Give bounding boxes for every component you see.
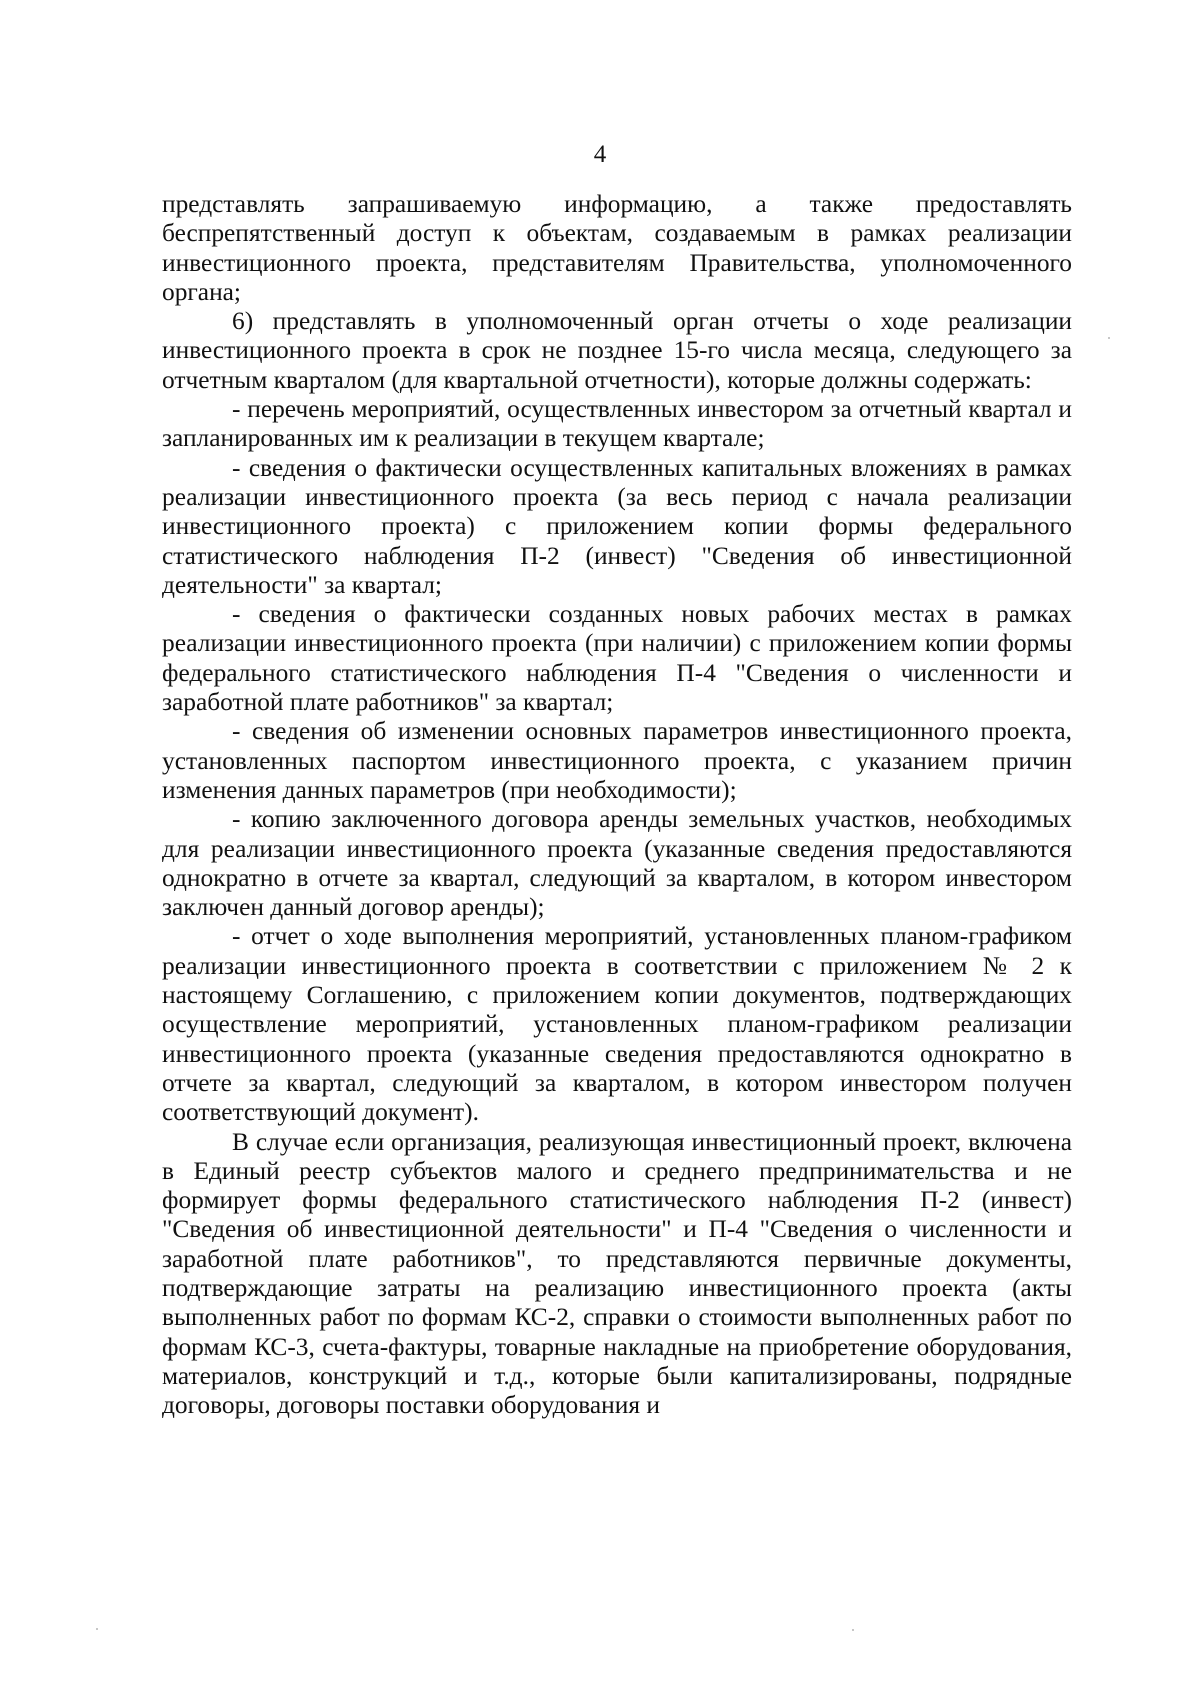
paragraph-small-business-case: В случае если организация, реализующая инвестиционный проект, включена в Единый реестр субъектов малого и среднего предпринимательства и не формирует формы федерального статистического наблюдения П-2 (инвест) "Сведения об инвестиционной деятельности" и П-4 "Сведения о численности и заработной плате работников", то представляются первичные документы, подтверждающие затраты на реализацию инвестиционного проекта (акты выполненных работ по формам КС-2, справки о стоимости выполненных работ по формам КС-3, счета-фактуры, товарные накладные на приобретение оборудования, материалов, конструкций и т.д., которые были капитализированы, подрядные договоры, договоры поставки оборудования и: [162, 1127, 1072, 1420]
paragraph-continuation: представлять запрашиваемую информацию, а также предоставлять беспрепятственный доступ к объектам, создаваемым в рамках реализации инвестиционного проекта, представителям Правительства, уполномоченного органа;: [162, 190, 1072, 306]
list-item-activities: - перечень мероприятий, осуществленных инвестором за отчетный квартал и запланированных им к реализации в текущем квартале;: [162, 395, 1072, 453]
list-item-parameter-changes: - сведения об изменении основных параметров инвестиционного проекта, установленных паспортом инвестиционного проекта, с указанием причин изменения данных параметров (при необходимости);: [162, 717, 1072, 804]
paragraph-item-6: 6) представлять в уполномоченный орган отчеты о ходе реализации инвестиционного проекта в срок не позднее 15-го числа месяца, следующего за отчетным кварталом (для квартальной отчетности), которые должны содержать:: [162, 307, 1072, 394]
list-item-capital-investments: - сведения о фактически осуществленных капитальных вложениях в рамках реализации инвестиционного проекта (за весь период с начала реализации инвестиционного проекта) с приложением копии формы федерального статистического наблюдения П-2 (инвест) "Сведения об инвестиционной деятельности" за квартал;: [162, 453, 1072, 599]
document-body: [162, 190, 1072, 1420]
list-item-lease-contract: - копию заключенного договора аренды земельных участков, необходимых для реализации инвестиционного проекта (указанные сведения предоставляются однократно в отчете за квартал, следующий за кварталом, в котором инвестором заключен данный договор аренды);: [162, 805, 1072, 922]
list-item-new-jobs: - сведения о фактически созданных новых рабочих местах в рамках реализации инвестиционного проекта (при наличии) с приложением копии формы федерального статистического наблюдения П-4 "Сведения о численности и заработной плате работников" за квартал;: [162, 600, 1072, 717]
list-item-schedule-report: - отчет о ходе выполнения мероприятий, установленных планом-графиком реализации инвестиционного проекта в соответствии с приложением № 2 к настоящему Соглашению, с приложением копии документов, подтверждающих осуществление мероприятий, установленных планом-графиком реализации инвестиционного проекта (указанные сведения предоставляются однократно в отчете за квартал, следующий за кварталом, в котором инвестором получен соответствующий документ).: [162, 922, 1072, 1127]
scan-speck: [96, 1628, 98, 1630]
page-number: 4: [593, 141, 607, 168]
scan-speck: [852, 1629, 854, 1631]
scan-speck: [1108, 337, 1110, 339]
